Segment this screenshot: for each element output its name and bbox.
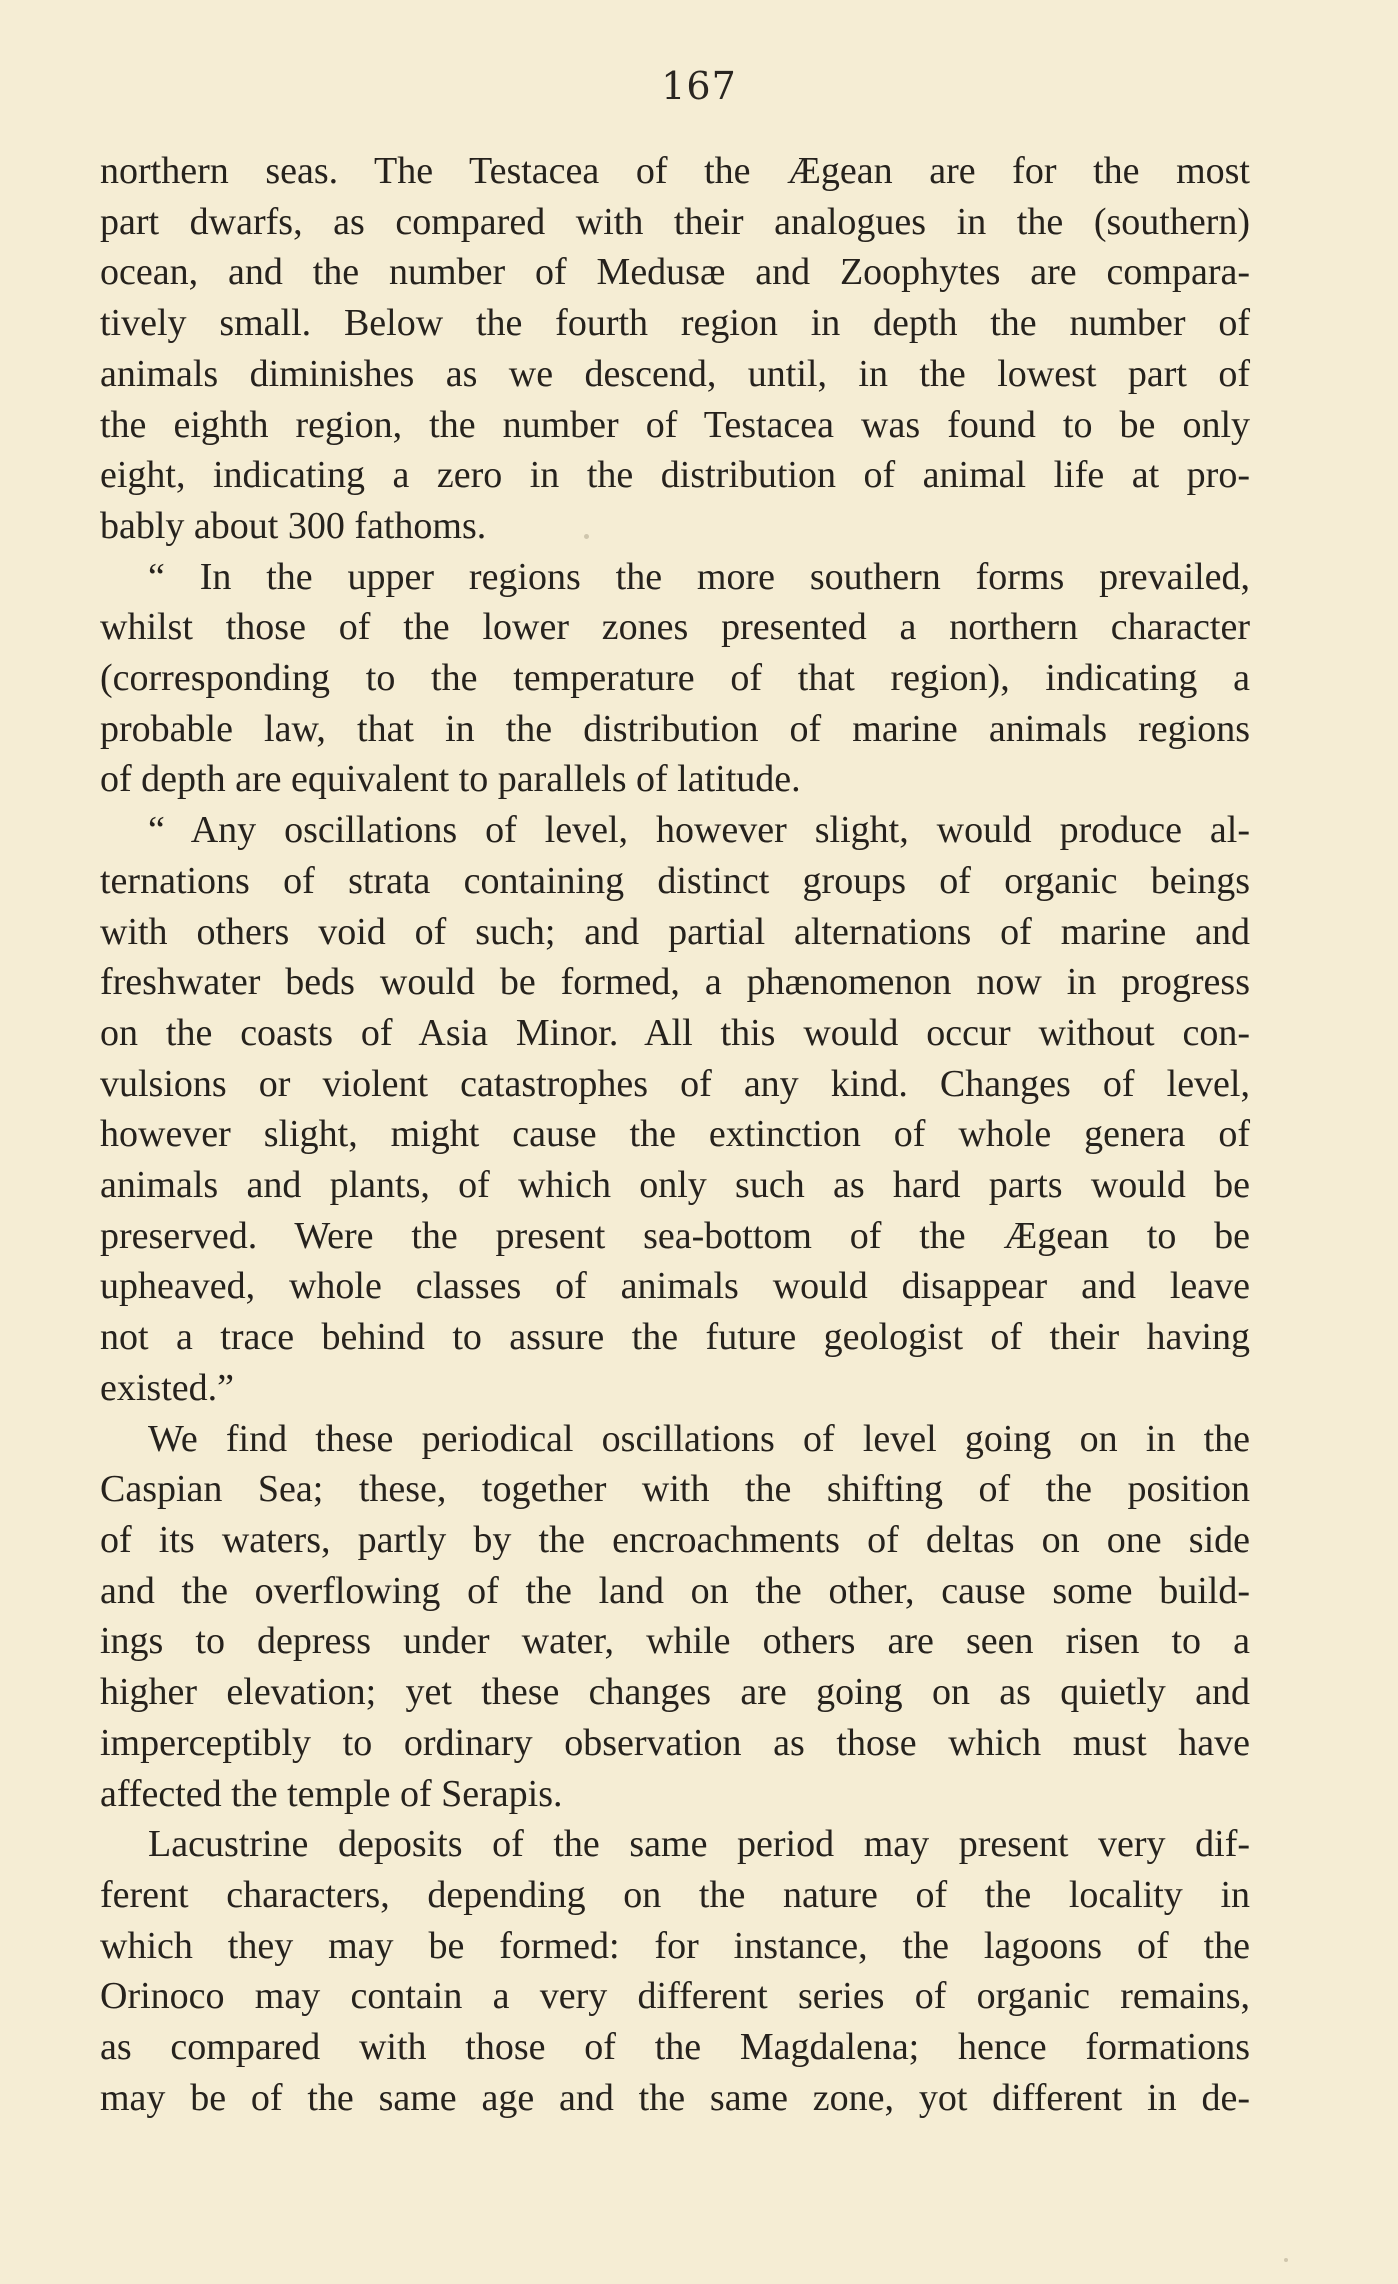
text-line: with others void of such; and partial alternations of marine and	[100, 910, 1250, 953]
page-number: 167	[661, 64, 737, 108]
text-line: northern seas. The Testacea of the Ægean are for the most	[100, 150, 1250, 192]
text-line: of its waters, partly by the encroachments of deltas on one side	[100, 1518, 1250, 1561]
text-line: and the overflowing of the land on the other, cause some build-	[100, 1569, 1250, 1612]
text-line: vulsions or violent catastrophes of any kind. Changes of level,	[100, 1062, 1250, 1105]
text-line: bably about 300 fathoms.	[100, 504, 487, 547]
text-line: upheaved, whole classes of animals would disappear and leave	[100, 1265, 1250, 1308]
text-line: eight, indicating a zero in the distribution of animal life at pro-	[100, 454, 1250, 497]
text-line: (corresponding to the temperature of that region), indicating a	[100, 657, 1250, 700]
text-line: existed.”	[100, 1366, 235, 1409]
text-line: Caspian Sea; these, together with the shifting of the position	[100, 1468, 1250, 1511]
text-line: which they may be formed: for instance, the lagoons of the	[100, 1924, 1250, 1967]
text-line: as compared with those of the Magdalena; hence formations	[100, 2026, 1250, 2069]
body-text	[100, 146, 1250, 2123]
text-line: however slight, might cause the extinction of whole genera of	[100, 1113, 1250, 1156]
text-line: whilst those of the lower zones presented a northern character	[100, 606, 1250, 649]
text-line: affected the temple of Serapis.	[100, 1772, 563, 1815]
text-line: ternations of strata containing distinct groups of organic beings	[100, 859, 1250, 902]
paragraph	[100, 805, 1250, 1413]
paragraph	[100, 1414, 1250, 1820]
text-line: “ In the upper regions the more southern forms prevailed,	[148, 555, 1250, 598]
paragraph	[100, 1819, 1250, 2123]
text-line: part dwarfs, as compared with their analogues in the (southern)	[100, 200, 1250, 243]
text-line: tively small. Below the fourth region in depth the number of	[100, 302, 1250, 345]
text-line: the eighth region, the number of Testacea was found to be only	[100, 403, 1250, 446]
text-line: may be of the same age and the same zone, yot different in de-	[100, 2076, 1250, 2119]
paragraph	[100, 552, 1250, 806]
text-line: animals diminishes as we descend, until, in the lowest part of	[100, 352, 1250, 395]
text-line: ferent characters, depending on the nature of the locality in	[100, 1873, 1250, 1916]
text-line: Lacustrine deposits of the same period may present very dif-	[148, 1823, 1250, 1866]
text-line: higher elevation; yet these changes are going on as quietly and	[100, 1671, 1250, 1714]
text-line: not a trace behind to assure the future geologist of their having	[100, 1316, 1250, 1359]
text-line: of depth are equivalent to parallels of latitude.	[100, 758, 801, 801]
text-line: preserved. Were the present sea-bottom of the Ægean to be	[100, 1214, 1250, 1257]
text-line: on the coasts of Asia Minor. All this would occur without con-	[100, 1011, 1250, 1054]
text-line: We find these periodical oscillations of level going on in the	[148, 1417, 1250, 1460]
text-line: probable law, that in the distribution of marine animals regions	[100, 707, 1250, 750]
text-line: ocean, and the number of Medusæ and Zoophytes are compara-	[100, 251, 1250, 294]
text-line: imperceptibly to ordinary observation as those which must have	[100, 1721, 1250, 1764]
text-line: “ Any oscillations of level, however slight, would produce al-	[148, 809, 1250, 852]
text-line: freshwater beds would be formed, a phænomenon now in progress	[100, 961, 1250, 1004]
paper-speck	[1284, 2258, 1288, 2262]
text-line: ings to depress under water, while others are seen risen to a	[100, 1620, 1250, 1663]
paragraph	[100, 146, 1250, 552]
text-line: animals and plants, of which only such as hard parts would be	[100, 1164, 1250, 1207]
text-line: Orinoco may contain a very different series of organic remains,	[100, 1975, 1250, 2018]
paper-speck	[584, 534, 589, 539]
